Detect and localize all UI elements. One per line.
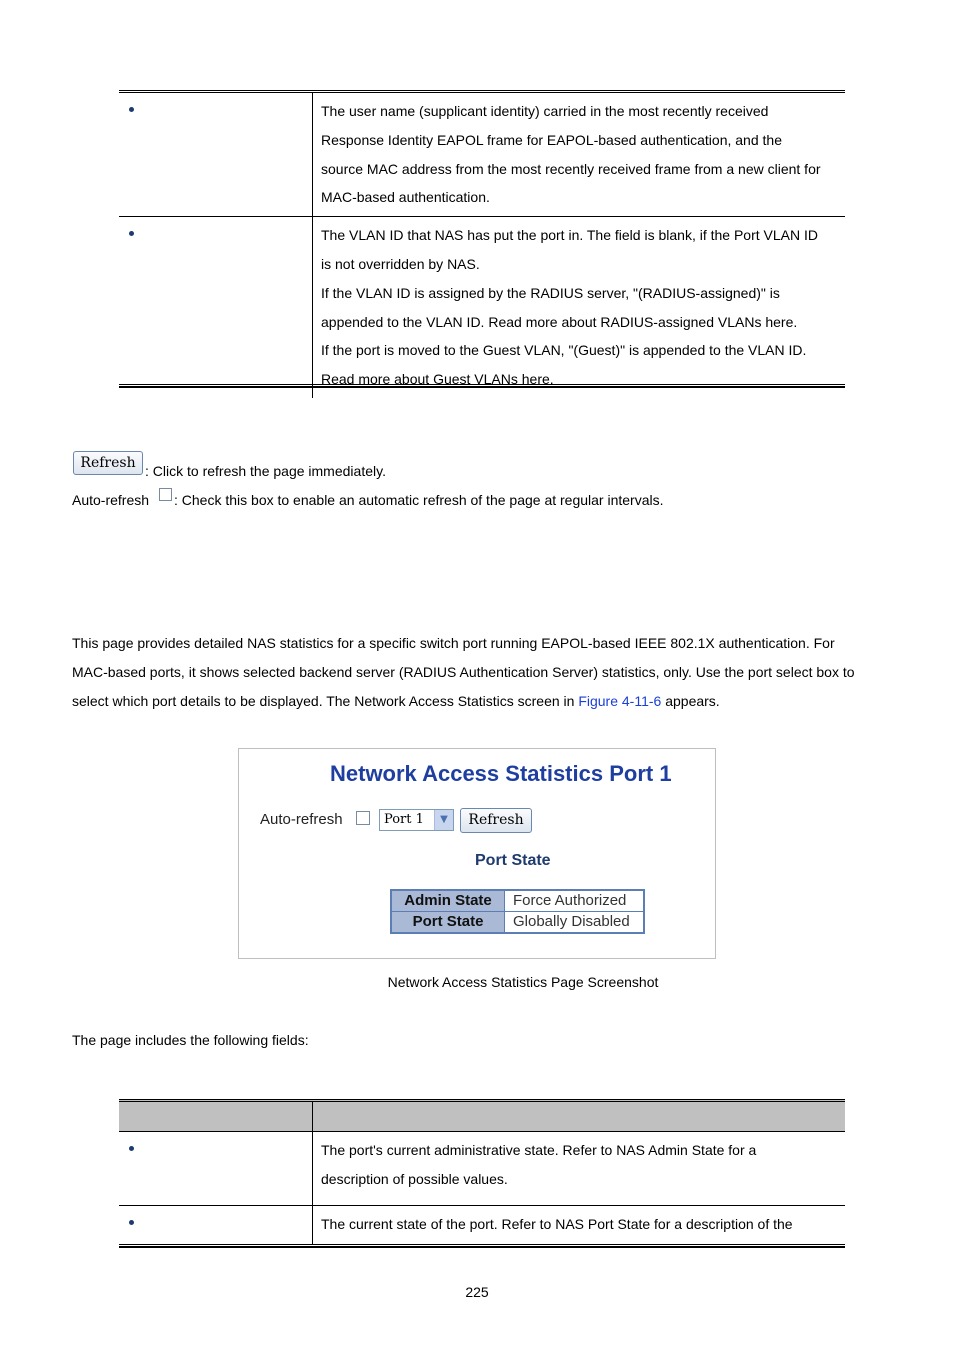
chevron-down-icon[interactable]: ▼ [434,810,453,830]
table-row [119,1205,845,1244]
screenshot-title: Network Access Statistics Port 1 [330,761,672,786]
figure-link[interactable]: Figure 4-11-6 [578,693,662,709]
field-description-cell [313,217,846,398]
bullet-icon [129,1220,134,1225]
port-state-table [390,889,645,934]
top-field-table [119,93,845,398]
port-state-heading: Port State [475,852,551,869]
description-line: appended to the VLAN ID. Read more about RADIUS-assigned VLANs here. [321,313,798,330]
intro-text: appears. [661,693,720,709]
table-row [391,912,644,934]
page-number: 225 [465,1284,489,1300]
admin-state-label: Admin State [391,890,505,912]
intro-line [72,687,887,716]
field-description-cell [313,1205,846,1244]
field-description-cell [313,1132,846,1205]
bottom-field-table [119,1132,845,1244]
intro-text: select which port details to be displayed. The Network Access Statistics screen in [72,693,579,709]
top-table-rule-bottom [119,384,845,388]
admin-state-value: Force Authorized [513,892,627,909]
port-state-value: Globally Disabled [505,912,645,934]
screenshot-refresh-button[interactable]: Refresh [460,808,532,833]
intro-line: MAC-based ports, it shows selected backend server (RADIUS Authentication Server) statistics, only. Use the port select box to [72,664,855,680]
intro-line: This page provides detailed NAS statistics for a specific switch port running EAPOL-based IEEE 802.1X authentication. For [72,635,835,651]
bullet-icon [129,107,134,112]
table-row [119,93,845,217]
fields-intro: The page includes the following fields: [72,1032,309,1048]
field-name-cell [119,217,313,398]
bullet-icon [129,1146,134,1151]
statistics-screenshot [238,748,716,959]
field-name-cell [119,1205,313,1244]
table-row [119,1132,845,1205]
bullet-icon [129,231,134,236]
field-description-cell [313,93,846,217]
description-line: The user name (supplicant identity) carried in the most recently received [321,103,769,119]
description-line: Read more about Guest VLANs here. [321,371,554,388]
description-line: The current state of the port. Refer to NAS Port State for a description of the [321,1215,793,1232]
table-row [391,890,644,912]
refresh-description: : Click to refresh the page immediately. [145,463,386,479]
bottom-table-header [119,1099,845,1132]
screenshot-autorefresh-checkbox[interactable] [356,811,370,825]
header-divider [312,1102,313,1131]
autorefresh-checkbox[interactable] [159,488,172,501]
description-line: is not overridden by NAS. [321,255,480,272]
port-select[interactable] [379,809,454,831]
description-line: Response Identity EAPOL frame for EAPOL-based authentication, and the [321,131,782,148]
description-line: description of possible values. [321,1170,508,1187]
port-state-label: Port State [391,912,505,934]
port-select-value: Port 1 [384,812,424,827]
intro-paragraph [72,629,887,716]
field-name-cell [119,1132,313,1205]
description-line: source MAC address from the most recently received frame from a new client for [321,160,821,177]
description-line: The port's current administrative state. Refer to NAS Admin State for a [321,1142,757,1158]
screenshot-autorefresh-label: Auto-refresh [260,811,343,828]
figure-caption: Network Access Statistics Page Screenshot [387,974,659,990]
table-row [119,217,845,398]
bottom-table-rule [119,1244,845,1248]
description-line: MAC-based authentication. [321,189,490,206]
autorefresh-label: Auto-refresh [72,492,150,508]
description-line: The VLAN ID that NAS has put the port in. The field is blank, if the Port VLAN ID [321,227,818,244]
refresh-button[interactable]: Refresh [73,451,143,475]
field-name-cell [119,93,313,217]
description-line: If the VLAN ID is assigned by the RADIUS server, "(RADIUS-assigned)" is [321,284,780,301]
autorefresh-description: : Check this box to enable an automatic refresh of the page at regular intervals. [174,492,664,508]
description-line: If the port is moved to the Guest VLAN, "(Guest)" is appended to the VLAN ID. [321,342,807,359]
